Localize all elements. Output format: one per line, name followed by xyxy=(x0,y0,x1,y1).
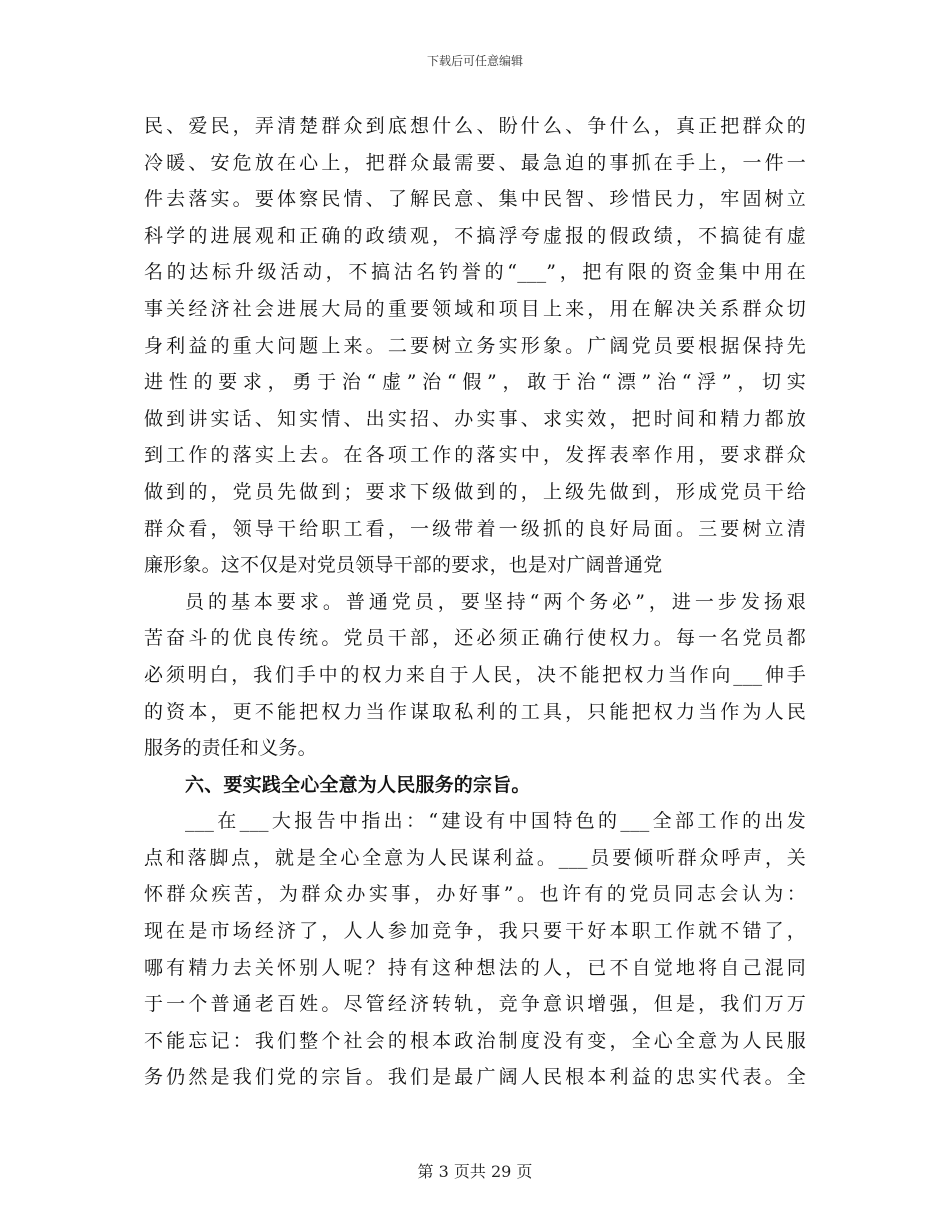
document-body xyxy=(144,108,806,1096)
text-line: 点和落脚点，就是全心全意为人民谋利益。___员要倾听群众呼声，关 xyxy=(144,846,806,869)
text-line: 苦奋斗的优良传统。党员干部，还必须正确行使权力。每一名党员都 xyxy=(144,627,806,650)
text-line: 廉形象。这不仅是对党员领导干部的要求，也是对广阔普通党 xyxy=(144,554,663,577)
text-line: 名的达标升级活动，不搞沽名钓誉的“___”，把有限的资金集中用在 xyxy=(144,261,806,284)
text-line: ___在___大报告中指出：“建设有中国特色的___全部工作的出发 xyxy=(185,810,806,833)
text-line: 的资本，更不能把权力当作谋取私利的工具，只能把权力当作为人民 xyxy=(144,700,806,723)
text-line: 做到的，党员先做到；要求下级做到的，上级先做到，形成党员干给 xyxy=(144,480,806,503)
text-line: 服务的责任和义务。 xyxy=(144,737,317,760)
text-line: 到工作的落实上去。在各项工作的落实中，发挥表率作用，要求群众 xyxy=(144,444,806,467)
text-line: 哪有精力去关怀别人呢？持有这种想法的人，已不自觉地将自己混同 xyxy=(144,956,806,979)
text-line: 做到讲实话、知实情、出实招、办实事、求实效，把时间和精力都放 xyxy=(144,407,806,430)
text-line: 民、爱民，弄清楚群众到底想什么、盼什么、争什么，真正把群众的 xyxy=(144,115,806,137)
text-line: 务仍然是我们党的宗旨。我们是最广阔人民根本利益的忠实代表。全 xyxy=(144,1066,806,1089)
text-line: 进性的要求，勇于治“虚”治“假”，敢于治“漂”治“浮”，切实 xyxy=(144,371,806,394)
text-line: 冷暖、安危放在心上，把群众最需要、最急迫的事抓在手上，一件一 xyxy=(144,151,806,174)
text-line: 件去落实。要体察民情、了解民意、集中民智、珍惜民力，牢固树立 xyxy=(144,188,806,211)
text-line: 身利益的重大问题上来。二要树立务实形象。广阔党员要根据保持先 xyxy=(144,334,806,357)
text-line: 群众看，领导干给职工看，一级带着一级抓的良好局面。三要树立清 xyxy=(144,517,806,540)
text-line: 不能忘记：我们整个社会的根本政治制度没有变，全心全意为人民服 xyxy=(144,1029,806,1052)
page-header: 下载后可任意编辑 xyxy=(426,54,523,68)
section-heading: 六、要实践全心全意为人民服务的宗旨。 xyxy=(185,773,531,796)
text-line: 必须明白，我们手中的权力来自于人民，决不能把权力当作向___伸手 xyxy=(144,663,806,686)
text-line: 科学的进展观和正确的政绩观，不搞浮夸虚报的假政绩，不搞徒有虚 xyxy=(144,224,806,247)
text-line: 现在是市场经济了，人人参加竞争，我只要干好本职工作就不错了， xyxy=(144,920,806,943)
text-line: 事关经济社会进展大局的重要领域和项目上来，用在解决关系群众切 xyxy=(144,297,806,320)
text-line: 于一个普通老百姓。尽管经济转轨，竞争意识增强，但是，我们万万 xyxy=(144,993,806,1016)
text-line: 员的基本要求。普通党员，要坚持“两个务必”，进一步发扬艰 xyxy=(185,590,806,613)
text-line: 怀群众疾苦，为群众办实事，办好事”。也许有的党员同志会认为： xyxy=(144,883,806,906)
page-footer: 第 3 页共 29 页 xyxy=(417,1162,533,1181)
